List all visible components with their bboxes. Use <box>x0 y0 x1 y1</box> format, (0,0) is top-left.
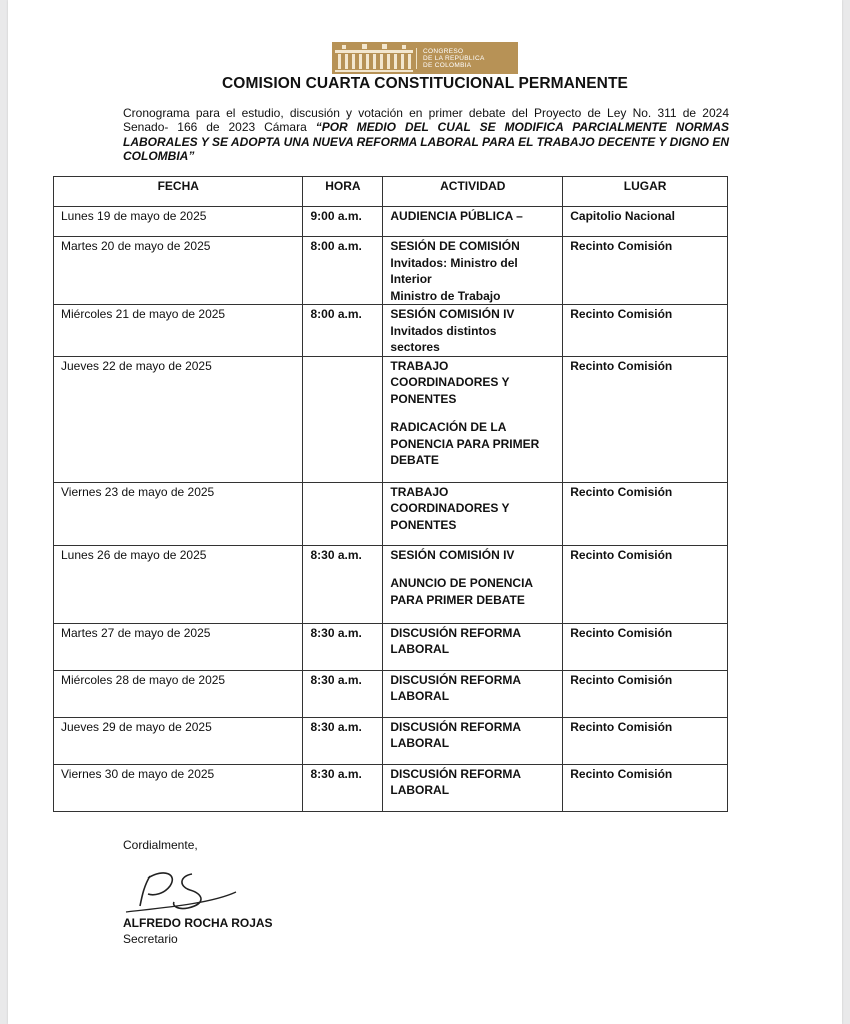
header-hora: HORA <box>303 177 383 207</box>
activity-line: Ministro de Trabajo <box>390 288 501 303</box>
table-header-row <box>54 177 728 207</box>
activity-spacer <box>390 563 555 575</box>
activity-line: SESIÓN DE COMISIÓN <box>390 239 520 253</box>
cell-lugar: Recinto Comisión <box>563 764 728 811</box>
activity-line: SESIÓN COMISIÓN IV <box>390 547 515 562</box>
activity-line: PONENTES <box>390 391 457 406</box>
activity-line: RADICACIÓN DE LA <box>390 420 507 434</box>
logo-line: DE LA REPÚBLICA <box>423 54 485 62</box>
activity-line: LABORAL <box>390 736 450 750</box>
cell-actividad <box>383 545 563 623</box>
handwritten-signature <box>120 862 240 918</box>
cell-lugar: Recinto Comisión <box>563 356 728 482</box>
cell-hora: 9:00 a.m. <box>303 207 383 237</box>
congress-logo <box>332 42 518 74</box>
cell-lugar: Recinto Comisión <box>563 623 728 670</box>
activity-line: Invitados distintos <box>390 323 497 338</box>
logo-line: CONGRESO <box>423 47 464 55</box>
signer-name: ALFREDO ROCHA ROJAS <box>123 916 273 930</box>
cell-actividad <box>383 237 563 305</box>
cell-lugar: Recinto Comisión <box>563 482 728 545</box>
capitol-icon <box>332 42 416 74</box>
header-actividad: ACTIVIDAD <box>383 177 563 207</box>
activity-line: DISCUSIÓN REFORMA <box>390 766 522 781</box>
cell-fecha: Martes 27 de mayo de 2025 <box>54 623 303 670</box>
header-lugar: LUGAR <box>563 177 728 207</box>
intro-text: Cronograma para el estudio, discusión y votación en primer debate del Proyecto de Ley No. 311 de 2024 Senado- 166 de 2023 Cámara <box>123 106 729 135</box>
activity-line: TRABAJO <box>390 484 449 499</box>
cell-fecha: Miércoles 21 de mayo de 2025 <box>54 305 303 357</box>
cell-lugar: Recinto Comisión <box>563 717 728 764</box>
activity-line: Invitados: Ministro del <box>390 255 518 270</box>
cell-hora <box>303 482 383 545</box>
cell-fecha: Jueves 29 de mayo de 2025 <box>54 717 303 764</box>
signer-role: Secretario <box>123 932 178 946</box>
activity-line: PONENCIA PARA PRIMER <box>390 436 540 451</box>
activity-line: TRABAJO <box>390 358 449 373</box>
cell-fecha: Martes 20 de mayo de 2025 <box>54 237 303 305</box>
cell-fecha: Jueves 22 de mayo de 2025 <box>54 356 303 482</box>
table-row <box>54 623 728 670</box>
activity-spacer <box>390 407 555 419</box>
intro-paragraph <box>123 106 729 163</box>
cell-actividad <box>383 482 563 545</box>
cell-lugar: Recinto Comisión <box>563 670 728 717</box>
activity-line: Interior <box>390 272 432 286</box>
logo-wordmark <box>416 48 485 69</box>
activity-line: COORDINADORES Y <box>390 501 510 515</box>
cell-lugar: Recinto Comisión <box>563 237 728 305</box>
cell-hora: 8:30 a.m. <box>303 545 383 623</box>
cell-actividad <box>383 670 563 717</box>
cell-actividad <box>383 356 563 482</box>
cell-lugar: Recinto Comisión <box>563 305 728 357</box>
bill-title: “POR MEDIO DEL CUAL SE MODIFICA PARCIALMENTE NORMAS LABORALES Y SE ADOPTA UNA NUEVA REFORMA LABORAL PARA EL TRABAJO DECENTE Y DIGNO EN COLOMBIA” <box>123 120 729 163</box>
activity-line: SESIÓN COMISIÓN IV <box>390 307 515 321</box>
table-row <box>54 356 728 482</box>
table-row <box>54 670 728 717</box>
closing-text: Cordialmente, <box>123 838 198 852</box>
table-row <box>54 207 728 237</box>
cell-actividad <box>383 717 563 764</box>
table-row <box>54 482 728 545</box>
cell-hora: 8:30 a.m. <box>303 623 383 670</box>
cell-lugar: Recinto Comisión <box>563 545 728 623</box>
activity-line: DEBATE <box>390 453 439 467</box>
activity-line: DISCUSIÓN REFORMA <box>390 625 522 640</box>
activity-line: DISCUSIÓN REFORMA <box>390 672 522 687</box>
cell-actividad <box>383 764 563 811</box>
cell-fecha: Miércoles 28 de mayo de 2025 <box>54 670 303 717</box>
table-row <box>54 545 728 623</box>
activity-line: AUDIENCIA PÚBLICA – <box>390 209 523 223</box>
schedule-body <box>54 207 728 812</box>
cell-fecha: Lunes 19 de mayo de 2025 <box>54 207 303 237</box>
table-row <box>54 717 728 764</box>
cell-hora: 8:30 a.m. <box>303 717 383 764</box>
cell-hora: 8:30 a.m. <box>303 670 383 717</box>
activity-line: LABORAL <box>390 642 450 656</box>
cell-hora: 8:00 a.m. <box>303 237 383 305</box>
table-row <box>54 764 728 811</box>
cell-hora <box>303 356 383 482</box>
activity-line: LABORAL <box>390 689 450 703</box>
cell-fecha: Viernes 30 de mayo de 2025 <box>54 764 303 811</box>
cell-actividad <box>383 207 563 237</box>
cell-actividad <box>383 623 563 670</box>
document-title: COMISION CUARTA CONSTITUCIONAL PERMANENTE <box>222 75 628 92</box>
activity-line: LABORAL <box>390 783 450 797</box>
cell-fecha: Lunes 26 de mayo de 2025 <box>54 545 303 623</box>
cell-lugar: Capitolio Nacional <box>563 207 728 237</box>
logo-line: DE COLOMBIA <box>423 61 472 69</box>
activity-line: PARA PRIMER DEBATE <box>390 592 525 607</box>
activity-line: COORDINADORES Y <box>390 375 510 389</box>
activity-line: DISCUSIÓN REFORMA <box>390 719 522 734</box>
header-fecha: FECHA <box>54 177 303 207</box>
cell-actividad <box>383 305 563 357</box>
activity-line: PONENTES <box>390 517 457 532</box>
table-row <box>54 237 728 305</box>
cell-hora: 8:00 a.m. <box>303 305 383 357</box>
cell-fecha: Viernes 23 de mayo de 2025 <box>54 482 303 545</box>
table-row <box>54 305 728 357</box>
schedule-table <box>53 176 728 812</box>
activity-line: sectores <box>390 340 440 354</box>
activity-line: ANUNCIO DE PONENCIA <box>390 576 534 590</box>
cell-hora: 8:30 a.m. <box>303 764 383 811</box>
